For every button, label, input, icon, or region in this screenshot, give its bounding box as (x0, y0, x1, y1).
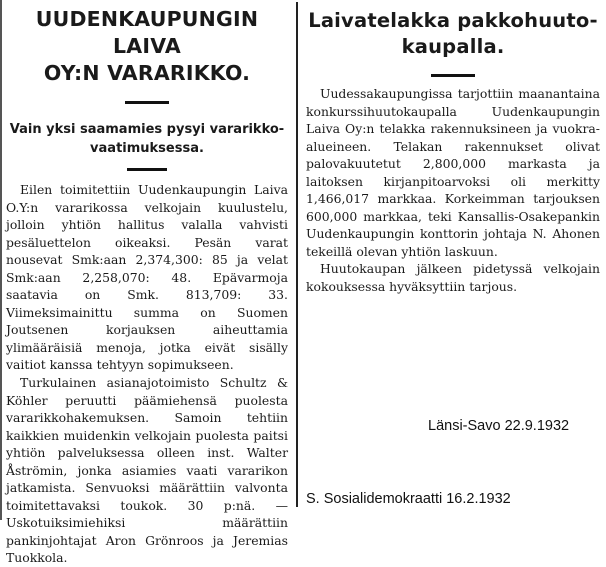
left-headline-line-1: UUDENKAUPUNGIN LAIVA (35, 7, 259, 58)
right-source-caption: Länsi-Savo 22.9.1932 (428, 418, 570, 434)
left-subheadline-line-1: Vain yksi saamamies pysyi vararikko- (9, 122, 285, 137)
right-headline-line-2: kaupalla. (401, 35, 505, 58)
right-paragraph-1: Uudessakaupungissa tarjottiin maanantaina konkurssihuutokaupalla Uudenkaupungin Laiva Oy:n telakka rakennuksineen ja vuokra-alueineen. Telakan rakennukset olivat palovakuutetut 2,800,000 markasta ja laitoksen kirjanpitoarvoksi oli merkitty 1,466,017 markkaa. Korkeimman tarjouksen 600,000 markkaa, teki Kansallis-Osakepankin Uudenkaupungin konttorin johtaja N. Ahonen tekeillä olevan yhtiön laskuun. (306, 86, 600, 259)
left-headline-line-2: OY:N VARARIKKO. (43, 61, 251, 85)
left-headline-rule (125, 101, 169, 104)
left-subheadline-rule (127, 168, 167, 171)
right-paragraph-2: Huutokaupan jälkeen pidetyssä velkojain kokouksessa hyväksyttiin tarjous. (306, 261, 600, 295)
column-divider (296, 2, 298, 507)
left-article (6, 0, 288, 567)
left-headline (6, 0, 288, 87)
left-paragraph-2: Turkulainen asianajotoimisto Schultz & Köhler peruutti päämiehensä puolesta vararikkohakemuksen. Samoin tehtiin kaikkien muidenkin velkojain puolesta paitsi yhtiön palveluksessa olleen inst. Walter Åströmin, jonka asiamies vaati vararikon jatkamista. Senvuoksi määrättiin valvonta toimitettavaksi toukok. 30 p:nä. — Uskotuiksimiehiksi määrättiin pankinjohtajat Aron Grönroos ja Jeremias Tuokkola. (6, 375, 288, 566)
left-subheadline (6, 120, 288, 158)
left-edge-rule (0, 0, 2, 520)
left-source-caption: S. Sosialidemokraatti 16.2.1932 (306, 491, 511, 507)
left-paragraph-1: Eilen toimitettiin Uudenkaupungin Laiva O.Y:n vararikossa velkojain kuulustelu, jolloin yhtiön hallitus valalla vahvisti pesäluettelon oikeaksi. Pesän varat nousevat Smk:aan 2,374,300: 85 ja velat Smk:aan 2,258,070: 48. Epävarmoja saatavia on Smk. 813,709: 33. Viimeksimainittu summa on Suomen Joutsenen korjauksen aiheuttamia ylimääräisiä menoja, jotka eivät sisälly vaitiot kanssa tehtyyn sopimukseen. (6, 182, 288, 373)
right-body (306, 85, 600, 296)
left-subheadline-line-2: vaatimuksessa. (90, 141, 204, 156)
right-headline-rule (431, 74, 475, 77)
left-body (6, 181, 288, 567)
right-headline (306, 0, 600, 60)
right-headline-line-1: Laivatelakka pakkohuuto- (308, 9, 598, 32)
right-article (306, 0, 600, 296)
